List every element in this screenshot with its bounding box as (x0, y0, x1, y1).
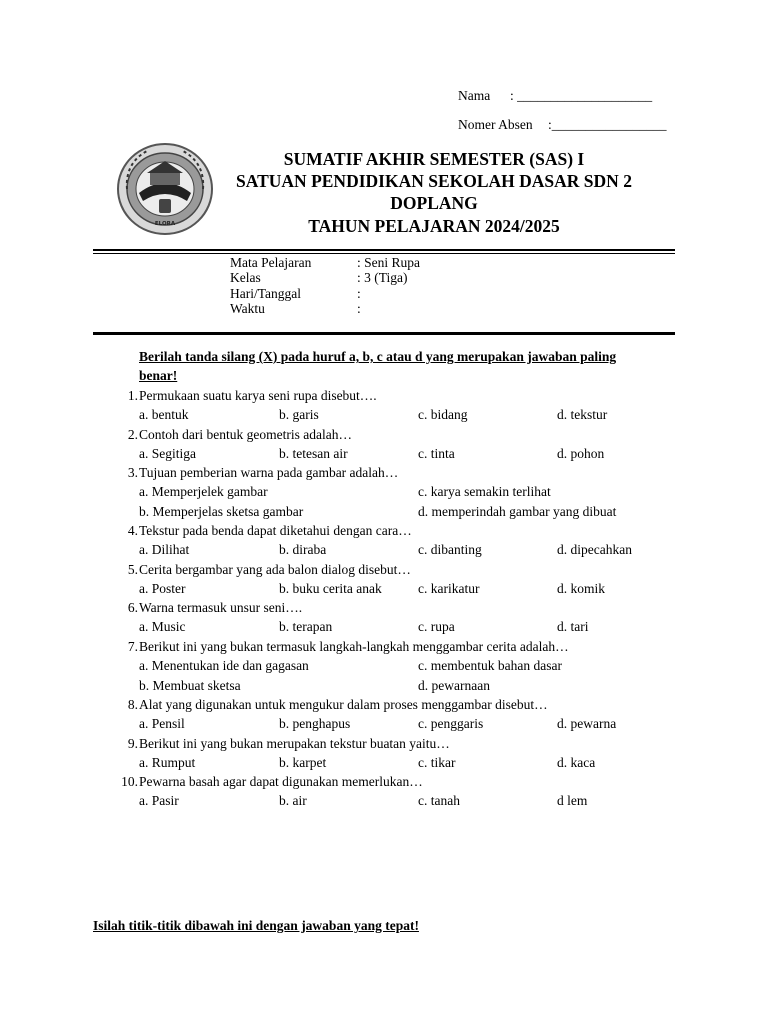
answer-option: d. pewarna (557, 716, 617, 732)
info-value: : (357, 286, 361, 301)
header-title-line-2: SATUAN PENDIDIKAN SEKOLAH DASAR SDN 2 (236, 171, 632, 191)
answer-option: b. buku cerita anak (279, 581, 382, 597)
answer-option: b. Membuat sketsa (139, 677, 241, 693)
answer-option: b. Memperjelas sketsa gambar (139, 503, 304, 519)
question-number: 6. (127, 600, 138, 615)
answer-option: b. tetesan air (279, 446, 348, 462)
question-text: Berikut ini yang bukan termasuk langkah-langkah menggambar cerita adalah… (139, 639, 569, 654)
question-text: Berikut ini yang bukan merupakan tekstur buatan yaitu… (139, 736, 450, 751)
answer-option: b. garis (279, 407, 319, 423)
info-divider (93, 332, 675, 335)
answer-option: a. bentuk (139, 407, 189, 423)
info-row-date (230, 286, 361, 302)
answer-option: a. Music (139, 619, 186, 635)
info-value: : (357, 301, 361, 316)
answer-option: b. penghapus (279, 716, 351, 732)
question-text: Warna termasuk unsur seni…. (139, 600, 303, 615)
answer-option: d. kaca (557, 755, 596, 771)
question-number: 7. (127, 639, 138, 654)
answer-option: c. karikatur (418, 581, 480, 597)
answer-option: c. tikar (418, 755, 456, 771)
answer-option: a. Menentukan ide dan gagasan (139, 658, 309, 674)
answer-option: b. diraba (279, 542, 327, 558)
question-text: Cerita bergambar yang ada balon dialog disebut… (139, 562, 411, 577)
answer-option: d. pohon (557, 446, 605, 462)
answer-option: a. Pensil (139, 716, 185, 732)
multiple-choice-instruction: Berilah tanda silang (X) pada huruf a, b, c atau d yang merupakan jawaban paling benar! (139, 349, 617, 383)
answer-option: c. tanah (418, 793, 460, 809)
answer-option: b. terapan (279, 619, 333, 635)
answer-option: a. Poster (139, 581, 186, 597)
answer-option: c. dibanting (418, 542, 482, 558)
question-text: Pewarna basah agar dapat digunakan memerlukan… (139, 774, 423, 789)
answer-option: c. bidang (418, 407, 468, 423)
question-number: 1. (127, 388, 138, 403)
header-title-line-3: DOPLANG (390, 193, 478, 213)
answer-option: a. Memperjelek gambar (139, 484, 268, 500)
answer-option: d. tekstur (557, 407, 608, 423)
info-label: Waktu (230, 301, 265, 316)
info-label: Mata Pelajaran (230, 255, 312, 270)
question-number: 3. (127, 465, 138, 480)
answer-option: d. dipecahkan (557, 542, 632, 558)
absence-number-label: Nomer Absen (458, 117, 533, 132)
answer-option: d. komik (557, 581, 606, 597)
name-blank: : ____________________ (510, 88, 653, 103)
info-label: Hari/Tanggal (230, 286, 302, 301)
info-row-subject (230, 255, 420, 271)
question-text: Contoh dari bentuk geometris adalah… (139, 427, 352, 442)
answer-option: b. air (279, 793, 307, 809)
header-title-line-4: TAHUN PELAJARAN 2024/2025 (308, 216, 560, 236)
fill-in-instruction: Isilah titik-titik dibawah ini dengan jawaban yang tepat! (93, 918, 419, 933)
answer-option: d. memperindah gambar yang dibuat (418, 503, 617, 519)
question-text: Alat yang digunakan untuk mengukur dalam proses menggambar disebut… (139, 697, 548, 712)
answer-option: d. pewarnaan (418, 677, 490, 693)
absence-number-blank: :_________________ (548, 117, 667, 132)
absence-number-field (458, 117, 667, 133)
header-divider-thin (93, 253, 675, 254)
answer-option: b. karpet (279, 755, 327, 771)
question-text: Permukaan suatu karya seni rupa disebut…. (139, 388, 377, 403)
answer-option: a. Segitiga (139, 446, 196, 462)
info-value: : 3 (Tiga) (357, 270, 408, 285)
header-divider-thick (93, 249, 675, 251)
answer-option: a. Dilihat (139, 542, 190, 558)
answer-option: c. rupa (418, 619, 455, 635)
name-field (458, 88, 652, 104)
info-row-class (230, 270, 408, 286)
info-label: Kelas (230, 270, 261, 285)
logo-text: ELORA (154, 221, 176, 227)
question-number: 4. (127, 523, 138, 538)
question-number: 8. (127, 697, 138, 712)
answer-option: c. membentuk bahan dasar (418, 658, 562, 674)
question-text: Tujuan pemberian warna pada gambar adalah… (139, 465, 399, 480)
header-title-line-1: SUMATIF AKHIR SEMESTER (SAS) I (283, 149, 585, 169)
answer-option: a. Pasir (139, 793, 179, 809)
answer-option: c. karya semakin terlihat (418, 484, 551, 500)
answer-option: d. tari (557, 619, 589, 635)
answer-option: d lem (557, 793, 588, 809)
question-number: 2. (127, 427, 138, 442)
question-number: 10. (121, 774, 138, 789)
question-text: Tekstur pada benda dapat diketahui dengan cara… (139, 523, 412, 538)
name-label: Nama (458, 88, 491, 103)
answer-option: a. Rumput (139, 755, 196, 771)
question-number: 9. (127, 736, 138, 751)
question-number: 5. (127, 562, 138, 577)
info-value: : Seni Rupa (357, 255, 420, 270)
answer-option: c. tinta (418, 446, 455, 462)
info-row-time (230, 301, 361, 317)
answer-option: c. penggaris (418, 716, 484, 732)
